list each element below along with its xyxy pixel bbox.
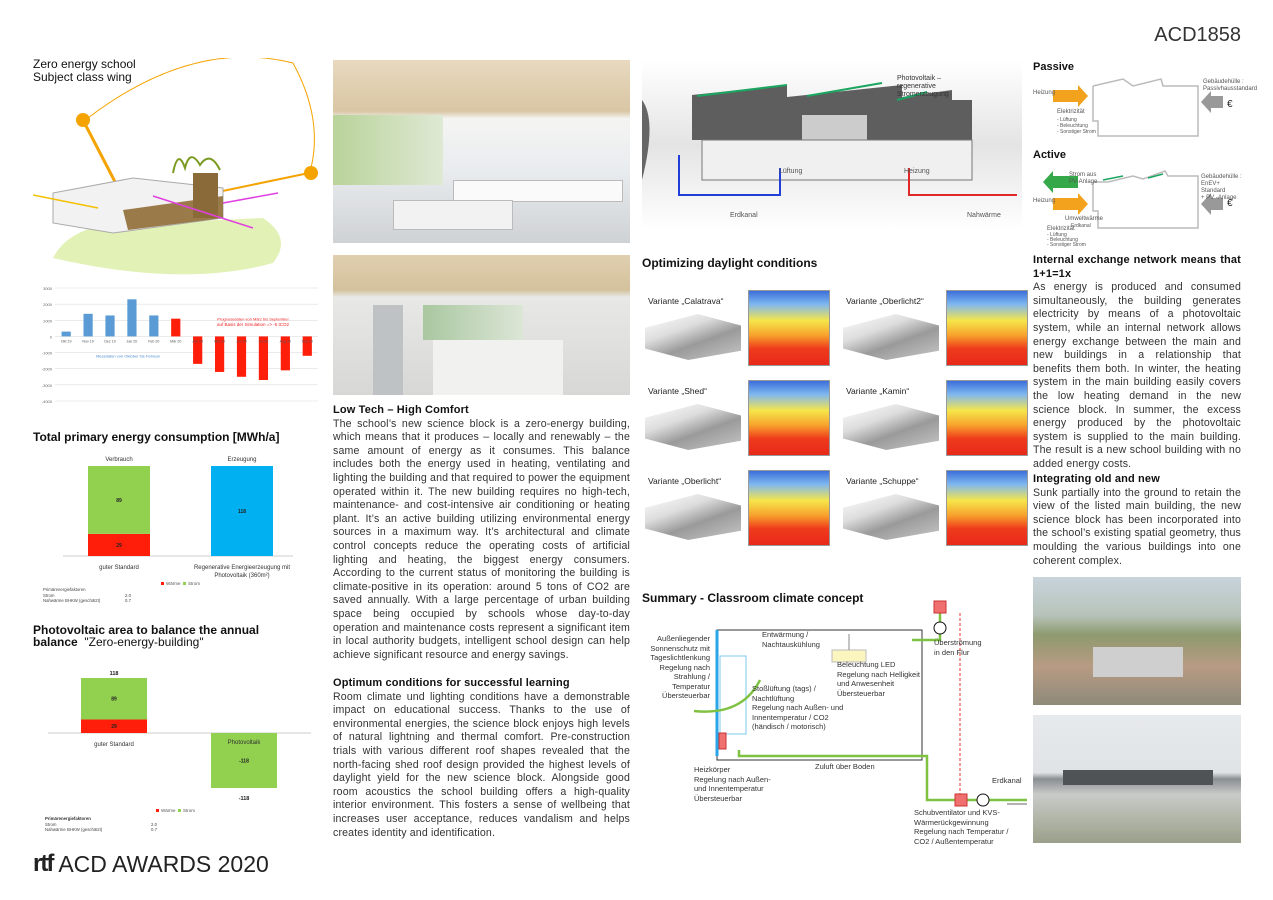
diagram-title-1: Zero energy school (33, 57, 136, 71)
bar (127, 299, 136, 336)
factor-name: Strom (45, 822, 57, 827)
y-tick-label: -1000 (41, 350, 52, 356)
factor-name: Nahwärme BHKW (geschätzt) (43, 598, 101, 603)
x-tick-label: Jan 20 (126, 339, 138, 344)
sun-path-illustration (33, 58, 323, 278)
daylight-variant (843, 470, 1023, 548)
huelle-label: Gebäudehülle : Passivhausstandard (1203, 79, 1258, 92)
section-internal-exchange (1033, 254, 1241, 472)
total-label: -118 (238, 796, 250, 802)
bar (149, 315, 158, 336)
daylight-variant (645, 470, 825, 548)
classroom-climate-diagram (642, 598, 1032, 846)
primary-energy-chart (33, 448, 323, 608)
total-label: 118 (109, 671, 119, 677)
variant-label: Variante „Shed“ (648, 386, 707, 396)
sun-icon (76, 113, 90, 127)
x-tick-label: Photovoltaik (227, 740, 261, 746)
x-tick-label: Dez 19 (104, 339, 116, 344)
chart-title-pv-area (33, 624, 259, 648)
aerial-photo (1033, 577, 1241, 705)
roof-model-image (645, 314, 741, 360)
pv-label: Photovoltaik – regenerative Stromerzeugung (897, 75, 949, 98)
daylight-heatmap (946, 380, 1028, 456)
rtf-logo-mark: rtf (33, 850, 53, 877)
section-elevation (642, 60, 1022, 230)
y-tick-label: 3000 (43, 286, 52, 291)
legend-swatch (178, 809, 181, 812)
annotation: auf Basis der Simulation => -5 tCO2 (216, 321, 290, 327)
monthly-energy-chart (33, 283, 323, 408)
variant-label: Variante „Kamin“ (846, 386, 910, 396)
section-body: Sunk partially into the ground to retain the view of the listed main building, the new science block has been incorporated into the school’s existing spatial geometry, thus moulding the various buildings into one coherent complex. (1033, 486, 1241, 567)
led-label: Beleuchtung LED Regelung nach Helligkeit und Anwesenheit Übersteuerbar (837, 660, 920, 698)
umwelt-label: Umweltwärme (1065, 216, 1104, 222)
factor-value: 0.7 (151, 827, 157, 832)
section-optimum-conditions (333, 677, 630, 840)
factor-name: Strom (43, 593, 55, 598)
factor-name: Nahwärme BHKW (geschätzt) (45, 827, 103, 832)
huelle-label: Gebäudehülle : EnEV+ Standard + PV -Anlage (1201, 174, 1242, 201)
y-tick-label: 1000 (43, 318, 52, 324)
schubventilator-label: Schubventilator und KVS- Wärmerückgewinnung Regelung nach Temperatur / CO2 / Außentemperatur (914, 808, 1009, 846)
x-tick-label: Feb 20 (148, 339, 160, 344)
award-name: ACD AWARDS 2020 (58, 850, 269, 877)
daylight-variant (843, 290, 1023, 368)
elektrizitaet-label: Elektrizität (1057, 109, 1085, 115)
legend-label: Strom (183, 808, 196, 813)
x-tick-label: Okt 19 (60, 339, 72, 344)
pv-title-line2: balance (33, 635, 78, 649)
active-title: Active (1033, 149, 1067, 161)
daylight-heatmap (946, 470, 1028, 546)
roof-model-image (645, 494, 741, 540)
section-integrating (1033, 473, 1241, 568)
y-tick-label: -4000 (41, 399, 52, 404)
bar (105, 315, 114, 336)
daylight-title: Optimizing daylight conditions (642, 256, 818, 270)
section-title: Optimum conditions for successful learning (333, 677, 570, 689)
elevation-drawing (642, 60, 1022, 230)
daylight-heatmap (748, 380, 830, 456)
variant-label: Variante „Calatrava“ (648, 296, 724, 306)
x-tick-label: Nov 19 (82, 339, 94, 344)
x-tick-label: Regenerative Energieerzeugung mit (193, 565, 291, 571)
entwaermung-label: Entwärmung / Nachtauskühlung (762, 630, 820, 649)
x-tick-label: Mär 20 (170, 339, 182, 344)
bar (62, 332, 71, 337)
data-label: 29 (111, 724, 117, 731)
climate-title: Summary - Classroom climate concept (642, 591, 864, 605)
pv-title-line3: "Zero-energy-building" (84, 635, 204, 649)
bar (171, 319, 180, 337)
x-tick-label: Jul 20 (258, 339, 269, 344)
x-tick-label: Mai 20 (214, 339, 225, 344)
heizkoerper-label: Heizkörper Regelung nach Außen- und Innentemperatur Übersteuerbar (694, 765, 771, 803)
zuluft-label: Zuluft über Boden (815, 762, 875, 771)
legend-swatch (161, 582, 164, 585)
data-label: 89 (111, 696, 117, 703)
data-label: 118 (237, 509, 247, 515)
factor-value: 2.0 (151, 822, 157, 827)
daylight-variant (843, 380, 1023, 458)
pv-balance-chart (33, 660, 323, 838)
diagram-title-2: Subject class wing (33, 70, 132, 84)
bar (83, 314, 92, 337)
y-tick-label: 0 (49, 334, 52, 340)
legend-swatch (183, 582, 186, 585)
pv-strom-label: Strom aus PV-Anlage (1069, 172, 1098, 185)
y-tick-label: -3000 (41, 382, 52, 388)
stossluftung-label: Stoßlüftung (tags) / Nachtlüftung Regelung nach Außen- und Innentemperatur / CO2 (händisch / motorisch) (752, 684, 844, 731)
legend-label: Wärme (161, 808, 176, 813)
acd-awards-logo (33, 850, 269, 878)
exterior-photo (1033, 715, 1241, 843)
legend-label: Strom (188, 581, 201, 586)
erdkanal-label: Erdkanal (1071, 223, 1091, 229)
x-tick-label: Sep 20 (301, 339, 313, 344)
factor-value: 2.0 (125, 593, 131, 598)
annotation: Messdaten von Oktober bis Februar (96, 353, 160, 359)
roof-model-image (843, 494, 939, 540)
section-title: Integrating old and new (1033, 473, 1160, 485)
variant-label: Variante „Oberlicht“ (648, 476, 722, 486)
lueftung-label: Lüftung (779, 168, 803, 175)
data-label: -118 (239, 758, 249, 765)
annotation: Prognosedaten von März bis September (217, 316, 289, 322)
electricity-items: - Lüftung - Beleuchtung - Sonstiger Strom (1057, 117, 1096, 135)
elektrizitaet-label: Elektrizität (1047, 226, 1075, 232)
nahwaerme-label: Nahwärme (967, 212, 1001, 219)
sonnenschutz-label: Außenliegender Sonnenschutz mit Tageslichtlenkung Regelung nach Strahlung / Temperatur Übersteuerbar (650, 634, 710, 700)
factors-title: Primärenergiefaktoren (43, 587, 86, 592)
factor-value: 0.7 (125, 598, 131, 603)
heizung-label: Heizung (1033, 90, 1056, 96)
x-tick-label: Photovoltaik (360m²) (214, 573, 270, 579)
pv-title-line1: Photovoltaic area to balance the annual (33, 623, 260, 637)
x-tick-label: Apr 20 (192, 339, 203, 344)
x-tick-label: Jun 20 (236, 339, 247, 344)
erdkanal-label: Erdkanal (992, 776, 1022, 785)
section-body: Room climate und lighting conditions have a demonstrable impact on educational success. Thanks to the use of environmental energies, the science block enjoys high levels of natural lightning and thermal comfort. Pre-construction trials with various different roof shapes revealed that the north-facing shed roof design provided the highest levels of daylight yield for the new science block. Alongside good room acoustics the school building offers a high-quality interior environment. This fosters a sense of wellbeing that increases user acceptance, reduces vandalism and helps creates identity and identification. (333, 690, 630, 839)
daylight-heatmap (748, 290, 830, 366)
factors-title: Primärenergiefaktoren (45, 816, 91, 821)
interior-photo-lab (333, 60, 630, 243)
x-tick-label: guter Standard (94, 742, 134, 748)
passive-title: Passive (1033, 61, 1074, 73)
daylight-variant (645, 290, 825, 368)
daylight-heatmap (748, 470, 830, 546)
variant-label: Variante „Oberlicht2“ (846, 296, 924, 306)
roof-model-image (843, 404, 939, 450)
erdkanal-label: Erdkanal (730, 212, 758, 219)
active-diagram (1033, 166, 1243, 246)
section-title: Internal exchange network means that 1+1=1x (1033, 254, 1241, 280)
section-title: Low Tech – High Comfort (333, 404, 469, 416)
passive-diagram (1033, 76, 1258, 138)
daylight-variant (645, 380, 825, 458)
group-label: Erzeugung (227, 457, 257, 463)
section-body: As energy is produced and consumed simultaneously, the building generates electricity by means of a photovoltaic system, while an internal network allows energy exchange between the main and new buildings in a relationship that benefits them both. In winter, the heating system in the main building easily covers the low heating demand in the new science block. In summer, the excess energy produced by the photovoltaic system is supplied to the main building. The result is a new school building with no added energy costs. (1033, 281, 1241, 470)
sun-diagram (33, 58, 323, 278)
heizung-label: Heizung (904, 168, 930, 175)
variant-label: Variante „Schuppe“ (846, 476, 919, 486)
heizung-label: Heizung (1033, 198, 1056, 204)
electricity-items: - Lüftung - Beleuchtung - Sonstiger Strom (1047, 232, 1086, 248)
ueberstroemung-label: Überströmung in den Flur (934, 638, 982, 657)
section-low-tech (333, 404, 630, 662)
y-tick-label: -2000 (41, 366, 52, 372)
interior-photo-stairs (333, 255, 630, 395)
data-label: 29 (116, 542, 122, 549)
euro-icon: € (1227, 99, 1233, 110)
section-body: The school’s new science block is a zero-energy building, which means that it produces – locally and renewably – the same amount of energy as it consumes. This balance includes both the energy used in heating, ventilating and lighting the building and that required to power the equipment operated within it. The new building requires no high-tech, maintenance- and cost-intensive air conditioning or heating plant. It’s an active building utilizing environmental energy sources in a maximum way. It’s architectural and climate control concepts reduce the operating costs of artificial lighting and heating, the biggest energy consumers. According to the current status of monitoring the building is climate-positive in its operation: around 5 tons of CO2 are saved annually. With a large percentage of urban building space being occupied by schools whose day-to-day operation and maintenance costs represent a significant item in local authority budgets, intelligent school design can help achieve significant resource and energy savings. (333, 417, 630, 661)
group-label: Verbrauch (105, 457, 133, 463)
daylight-heatmap (946, 290, 1028, 366)
roof-model-image (645, 404, 741, 450)
data-label: 89 (116, 497, 122, 504)
x-tick-label: Aug 20 (279, 339, 292, 344)
legend-swatch (156, 809, 159, 812)
roof-model-image (843, 314, 939, 360)
euro-icon: € (1227, 198, 1233, 209)
legend-label: Wärme (166, 581, 181, 586)
x-tick-label: guter Standard (99, 565, 139, 571)
y-tick-label: 2000 (43, 302, 52, 308)
project-id: ACD1858 (1154, 24, 1241, 46)
chart-title-primary-energy: Total primary energy consumption [MWh/a] (33, 430, 280, 444)
